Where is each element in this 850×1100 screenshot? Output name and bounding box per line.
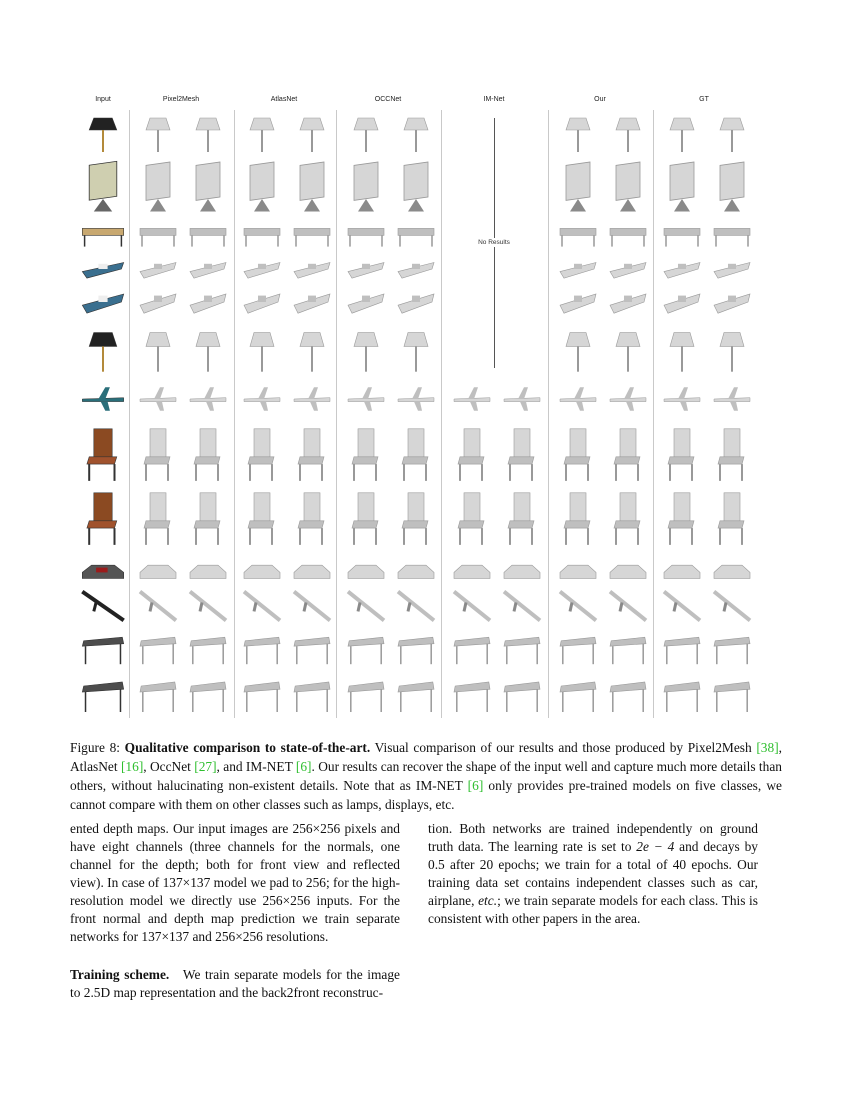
input-image-chair [80, 426, 126, 482]
reconstruction-display [558, 164, 598, 214]
reconstruction-chair [138, 426, 178, 482]
reconstruction-table [662, 674, 702, 714]
reconstruction-table [292, 630, 332, 666]
reconstruction-watercraft [188, 286, 228, 318]
reconstruction-watercraft [138, 256, 178, 282]
figure-row-car [70, 558, 782, 582]
reconstruction-airplane [396, 386, 436, 412]
reconstruction-bench [292, 220, 332, 248]
reconstruction-airplane [242, 386, 282, 412]
reconstruction-lamp [396, 114, 436, 154]
reconstruction-car [502, 558, 542, 582]
reconstruction-airplane [712, 386, 752, 412]
input-image-bench [80, 220, 126, 248]
reconstruction-bench [396, 220, 436, 248]
reconstruction-rifle [608, 588, 648, 624]
reconstruction-car [662, 558, 702, 582]
reconstruction-table [396, 630, 436, 666]
reconstruction-car [292, 558, 332, 582]
reconstruction-chair [242, 490, 282, 546]
reconstruction-chair [608, 426, 648, 482]
reconstruction-display [712, 164, 752, 214]
reconstruction-chair [396, 426, 436, 482]
reconstruction-watercraft [712, 286, 752, 318]
col-header-input: Input [95, 96, 111, 103]
reconstruction-table [346, 630, 386, 666]
reconstruction-lamp [712, 114, 752, 154]
reconstruction-table [608, 630, 648, 666]
reconstruction-table [396, 674, 436, 714]
reconstruction-table [558, 674, 598, 714]
reconstruction-bench [188, 220, 228, 248]
reconstruction-table [558, 630, 598, 666]
col-header-our: Our [594, 96, 606, 103]
reconstruction-lamp [396, 328, 436, 374]
caption-text: , and IM-NET [216, 759, 293, 774]
reconstruction-rifle [712, 588, 752, 624]
caption-text: , AtlasNet [70, 740, 783, 774]
reconstruction-display [346, 164, 386, 214]
body-column-right [428, 820, 758, 928]
citation-link[interactable]: [6] [467, 778, 484, 793]
body-column-left [70, 820, 400, 1002]
reconstruction-watercraft [242, 286, 282, 318]
paragraph-text: ; we train separate models for each class. This is consistent with other papers in the area. [428, 893, 758, 926]
input-image-lamp [80, 114, 126, 154]
figure-row-airplane [70, 386, 782, 412]
paragraph [428, 820, 758, 928]
reconstruction-car [452, 558, 492, 582]
run-in-heading: Training scheme. [70, 967, 170, 982]
figure-row-watercraft [70, 256, 782, 282]
reconstruction-car [242, 558, 282, 582]
reconstruction-airplane [502, 386, 542, 412]
col-header-pixel2mesh: Pixel2Mesh [162, 96, 200, 103]
reconstruction-chair [188, 426, 228, 482]
reconstruction-chair [452, 426, 492, 482]
figure-row-lamp [70, 328, 782, 374]
reconstruction-airplane [138, 386, 178, 412]
reconstruction-display [138, 164, 178, 214]
reconstruction-display [188, 164, 228, 214]
caption-label: Figure 8: [70, 740, 121, 755]
reconstruction-rifle [452, 588, 492, 624]
reconstruction-bench [608, 220, 648, 248]
reconstruction-lamp [188, 114, 228, 154]
reconstruction-rifle [346, 588, 386, 624]
learning-rate: 2e − 4 [636, 839, 675, 854]
reconstruction-bench [242, 220, 282, 248]
reconstruction-chair [396, 490, 436, 546]
reconstruction-lamp [292, 114, 332, 154]
reconstruction-chair [138, 490, 178, 546]
reconstruction-display [608, 164, 648, 214]
reconstruction-chair [502, 490, 542, 546]
reconstruction-chair [502, 426, 542, 482]
reconstruction-watercraft [242, 256, 282, 282]
reconstruction-watercraft [608, 286, 648, 318]
reconstruction-chair [346, 490, 386, 546]
reconstruction-airplane [452, 386, 492, 412]
reconstruction-lamp [242, 328, 282, 374]
input-image-watercraft [80, 256, 126, 282]
reconstruction-watercraft [662, 286, 702, 318]
reconstruction-rifle [558, 588, 598, 624]
reconstruction-watercraft [292, 286, 332, 318]
paragraph-text: and decays by 0.5 after 20 epochs; we train for a total of 40 epochs. Our training data set contains independent classes such as car, airplane, [428, 839, 758, 908]
citation-link[interactable]: [16] [120, 759, 144, 774]
reconstruction-table [712, 674, 752, 714]
reconstruction-table [292, 674, 332, 714]
reconstruction-table [242, 674, 282, 714]
reconstruction-lamp [662, 114, 702, 154]
reconstruction-airplane [292, 386, 332, 412]
reconstruction-car [346, 558, 386, 582]
reconstruction-display [396, 164, 436, 214]
caption-text: only provides pre-trained models on five classes, we cannot compare with them on other classes such as lamps, displays, etc. [70, 778, 782, 812]
reconstruction-watercraft [396, 286, 436, 318]
reconstruction-rifle [396, 588, 436, 624]
reconstruction-watercraft [558, 286, 598, 318]
reconstruction-watercraft [608, 256, 648, 282]
citation-link[interactable]: [6] [295, 759, 312, 774]
reconstruction-car [396, 558, 436, 582]
reconstruction-car [712, 558, 752, 582]
input-image-watercraft [80, 286, 126, 318]
reconstruction-rifle [138, 588, 178, 624]
reconstruction-table [138, 630, 178, 666]
reconstruction-rifle [188, 588, 228, 624]
reconstruction-display [242, 164, 282, 214]
input-image-table [80, 674, 126, 714]
figure-caption [70, 738, 782, 814]
paragraph-training-scheme [70, 966, 400, 1002]
reconstruction-car [558, 558, 598, 582]
reconstruction-chair [558, 426, 598, 482]
caption-text: . Our results can recover the shape of the input well and capture much more details than others, without halucinating non-existent details. Note that as IM-NET [70, 759, 782, 793]
reconstruction-watercraft [712, 256, 752, 282]
input-image-rifle [80, 588, 126, 624]
col-header-gt: GT [699, 96, 709, 103]
citation-link[interactable]: [38] [756, 740, 779, 755]
reconstruction-watercraft [662, 256, 702, 282]
reconstruction-display [292, 164, 332, 214]
reconstruction-chair [292, 490, 332, 546]
reconstruction-airplane [346, 386, 386, 412]
paragraph-text: etc. [478, 893, 498, 908]
reconstruction-lamp [292, 328, 332, 374]
reconstruction-lamp [608, 114, 648, 154]
reconstruction-airplane [608, 386, 648, 412]
reconstruction-lamp [712, 328, 752, 374]
reconstruction-bench [662, 220, 702, 248]
reconstruction-watercraft [138, 286, 178, 318]
reconstruction-table [712, 630, 752, 666]
reconstruction-car [608, 558, 648, 582]
reconstruction-watercraft [188, 256, 228, 282]
reconstruction-watercraft [346, 256, 386, 282]
reconstruction-rifle [662, 588, 702, 624]
reconstruction-lamp [242, 114, 282, 154]
reconstruction-chair [662, 490, 702, 546]
no-results-label: No Results [478, 239, 510, 246]
reconstruction-rifle [292, 588, 332, 624]
reconstruction-display [662, 164, 702, 214]
reconstruction-car [188, 558, 228, 582]
reconstruction-bench [346, 220, 386, 248]
reconstruction-chair [242, 426, 282, 482]
figure-row-chair [70, 426, 782, 482]
reconstruction-table [188, 630, 228, 666]
figure-row-lamp [70, 114, 782, 154]
reconstruction-table [608, 674, 648, 714]
reconstruction-watercraft [292, 256, 332, 282]
citation-link[interactable]: [27] [194, 759, 217, 774]
reconstruction-chair [292, 426, 332, 482]
reconstruction-watercraft [396, 256, 436, 282]
caption-text: Visual comparison of our results and those produced by Pixel2Mesh [374, 740, 752, 755]
reconstruction-airplane [558, 386, 598, 412]
figure-row-table [70, 674, 782, 714]
input-image-car [80, 558, 126, 582]
figure-row-watercraft [70, 286, 782, 318]
reconstruction-chair [608, 490, 648, 546]
reconstruction-chair [452, 490, 492, 546]
figure-row-rifle [70, 588, 782, 624]
reconstruction-table [138, 674, 178, 714]
reconstruction-table [242, 630, 282, 666]
col-header-atlasnet: AtlasNet [270, 96, 298, 103]
reconstruction-rifle [502, 588, 542, 624]
figure-row-table [70, 630, 782, 666]
reconstruction-lamp [608, 328, 648, 374]
reconstruction-watercraft [346, 286, 386, 318]
reconstruction-lamp [346, 114, 386, 154]
reconstruction-table [188, 674, 228, 714]
reconstruction-chair [712, 426, 752, 482]
reconstruction-table [502, 674, 542, 714]
caption-title: Qualitative comparison to state-of-the-art. [124, 740, 371, 755]
col-header-occnet: OCCNet [374, 96, 402, 103]
reconstruction-table [452, 674, 492, 714]
reconstruction-lamp [558, 114, 598, 154]
paragraph: ented depth maps. Our input images are 256×256 pixels and have eight channels (three channels for the normals, one channel for the depth; both for front view and reflected view). In case of 137×137 model we pad to 256; for the high-resolution model we directly use 256×256 inputs. For the front normal and depth map prediction we train separate networks for 137×137 and 256×256 resolutions. [70, 821, 400, 944]
reconstruction-lamp [558, 328, 598, 374]
input-image-chair [80, 490, 126, 546]
reconstruction-airplane [662, 386, 702, 412]
figure-row-bench [70, 220, 782, 248]
reconstruction-bench [712, 220, 752, 248]
reconstruction-lamp [346, 328, 386, 374]
input-image-display [80, 164, 126, 214]
figure-row-display [70, 164, 782, 214]
reconstruction-watercraft [558, 256, 598, 282]
reconstruction-chair [662, 426, 702, 482]
reconstruction-lamp [662, 328, 702, 374]
reconstruction-chair [346, 426, 386, 482]
reconstruction-bench [558, 220, 598, 248]
figure-row-chair [70, 490, 782, 546]
reconstruction-airplane [188, 386, 228, 412]
reconstruction-lamp [188, 328, 228, 374]
reconstruction-table [662, 630, 702, 666]
reconstruction-table [502, 630, 542, 666]
caption-text: , OccNet [143, 759, 191, 774]
reconstruction-table [452, 630, 492, 666]
paragraph-text: tion. Both networks are trained independently on ground truth data. The learning rate is set to [428, 821, 758, 854]
reconstruction-chair [188, 490, 228, 546]
figure-8 [70, 96, 782, 722]
reconstruction-chair [712, 490, 752, 546]
reconstruction-car [138, 558, 178, 582]
input-image-table [80, 630, 126, 666]
paragraph-text: We train separate models for the image to 2.5D map representation and the back2front reconstruc- [70, 967, 400, 1000]
reconstruction-rifle [242, 588, 282, 624]
reconstruction-chair [558, 490, 598, 546]
input-image-airplane [80, 386, 126, 412]
reconstruction-bench [138, 220, 178, 248]
reconstruction-lamp [138, 114, 178, 154]
input-image-lamp [80, 328, 126, 374]
reconstruction-lamp [138, 328, 178, 374]
reconstruction-table [346, 674, 386, 714]
col-header-imnet: IM-Net [483, 96, 505, 103]
